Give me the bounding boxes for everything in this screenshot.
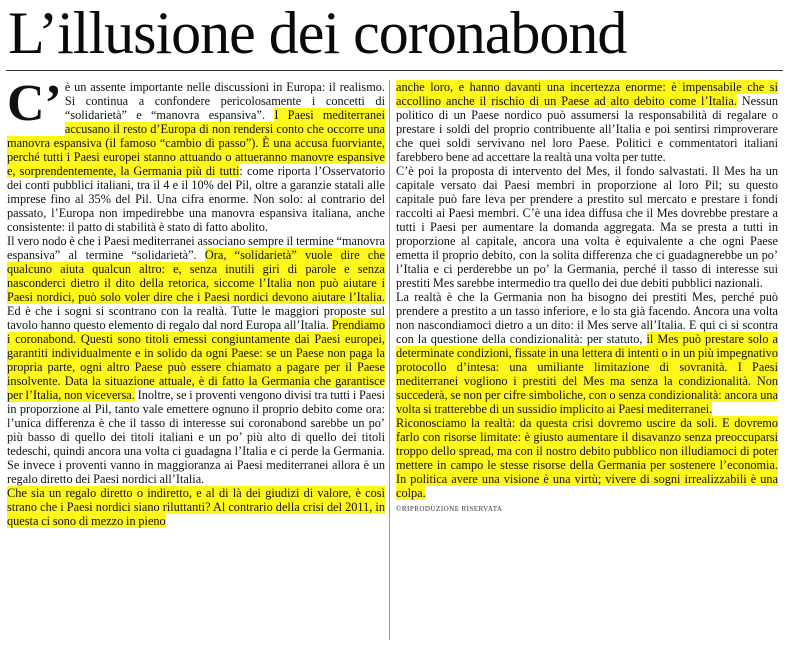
article-column-left <box>7 75 386 528</box>
paragraph <box>396 416 778 500</box>
text-run: è un assente importante nelle discussioni in Europa: il realismo. Si continua a confondere pericolosamente i concetti di “solidarietà” e “manovra espansiva”. <box>64 80 385 122</box>
text-run: C’è poi la proposta di intervento del Mes, il fondo salvastati. Il Mes ha un capitale versato dai Paesi membri in proporzione al loro Pil; su questo capitale può fare leva per prendere a prestito sul mercato e prestare i fondi raccolti ai Paesi membri. C’è una idea diffusa che il Mes dovrebbe prestare a tutti i Paesi per aumentare la domanda aggregata. Ma se presta a tutti in proporzione al capitale, ancora una volta è equivalente a che ogni Paese emetta il proprio debito, con la solita differenza che ci guadagnerebbe un po’ l’Italia e ci perderebbe un po’ la Germania, perché il tasso di interesse sui prestiti Mes sarebbe intermedio tra quello dei due debiti pubblici nazionali. <box>396 164 778 290</box>
text-run: : come riporta l’Osservatorio dei conti pubblici italiani, tra il 4 e il 10% del Pil, oltre a garanzie statali alle imprese fino al 35% del Pil. Una cifra enorme. Non solo: al contrario del passato, l’Europa non impedirebbe una manovra espansiva italiana, anche consistente: il patto di stabilità è stato di fatto abolito. <box>7 164 385 234</box>
paragraph <box>7 75 386 234</box>
paragraph <box>7 234 385 486</box>
copyright-credit: ©RIPRODUZIONE RISERVATA <box>396 505 503 513</box>
column-divider <box>389 80 390 640</box>
highlighted-text: I Paesi mediterranei accusano il resto d’Europa di non rendersi conto che occorre una manovra espansiva (il famoso “cambio di passo”). È una accusa fuorviante, perché tutti i Paesi europei stanno attuando o attueranno manovre espansive e, sorprendentemente, la Germania più di tutti <box>7 108 386 178</box>
highlighted-text: Ora, “solidarietà” vuole dire che qualcuno aiuta qualcun altro: e, senza inutili giri di parole e senza nasconderci dietro il dito della retorica, siccome l’Italia non può aiutare i Paesi nordici, può solo voler dire che i Paesi nordici devono aiutare l’Italia. <box>7 248 385 304</box>
paragraph <box>396 164 778 290</box>
text-run: Inoltre, se i proventi vengono divisi tra tutti i Paesi in proporzione al Pil, tanto vale emettere ognuno il proprio debito come ora: l’unica differenza è che il tasso di interesse sui coronabond sarebbe un po’ più basso di quello dei titoli italiani e un po’ più alto di quello dei titoli tedeschi, quindi ancora una volta ci guadagna l’Italia e ci perde la Germania. Se invece i proventi vanno in maggioranza ai Paesi mediterranei allora è un regalo diretto dei Paesi nordici all’Italia. <box>7 388 386 486</box>
article-title: L’illusione dei coronabond <box>8 0 627 66</box>
text-run: Ed è che i sogni si scontrano con la realtà. Tutte le maggiori proposte sul tavolo hanno questo elemento di regalo dal nord Europa all’Italia. <box>7 304 385 332</box>
highlighted-text: Riconosciamo la realtà: da questa crisi dovremo uscire da soli. E dovremo farlo con risorse limitate: è giusto aumentare il disavanzo senza preoccuparsi troppo dello spread, ma con il nostro debito pubblico non illudiamoci di poter mettere in campo le stesse risorse della Germania per sostenere l’economia. In politica avere una visione è una virtù; vivere di sogni irrealizzabili è una colpa. <box>396 416 778 500</box>
article-column-right <box>396 80 778 516</box>
paragraph <box>396 80 778 164</box>
highlighted-text: il Mes può prestare solo a determinate condizioni, fissate in una lettera di intenti o in un più impegnativo protocollo d’intesa: una umiliante limitazione di sovranità. I Paesi mediterranei vogliono i prestiti del Mes ma senza la condizionalità. Non succederà, se non per cifre simboliche, con o senza condizionalità: ancora una volta si tratterebbe di un sussidio implicito ai Paesi mediterranei. <box>396 332 778 416</box>
text-run: Nessun politico di un Paese nordico può assumersi la responsabilità di regalare o prestare i soldi del proprio contribuente all’Italia e poi sentirsi rimproverare che quei soldi servivano nel loro Paese. Politici e commentatori italiani farebbero bene ad accettare la realtà una volta per tutte. <box>396 94 778 164</box>
drop-cap: C’ <box>7 75 62 132</box>
text-run: Il vero nodo è che i Paesi mediterranei associano sempre il termine “manovra espansiva” al termine “solidarietà”. <box>7 234 385 262</box>
highlighted-text: anche loro, e hanno davanti una incertezza enorme: è impensabile che si accollino anche il rischio di un Paese ad alto debito come l’Italia. <box>396 80 778 108</box>
paragraph <box>7 486 385 528</box>
paragraph <box>396 290 778 416</box>
text-run: La realtà è che la Germania non ha bisogno dei prestiti Mes, perché può prendere a prestito a un tasso inferiore, e lo sta già facendo. Ancora una volta non nascondiamoci dietro a un dito: il Mes serve all’Italia. E qui ci si scontra con la questione della condizionalità: per statuto, <box>396 290 778 346</box>
highlighted-text: Che sia un regalo diretto o indiretto, e al di là dei giudizi di valore, è così strano che i Paesi nordici siano riluttanti? Al contrario della crisi del 2011, in questa ci sono di mezzo in pieno <box>7 486 385 528</box>
title-rule <box>6 70 783 71</box>
highlighted-text: Prendiamo i coronabond. Questi sono titoli emessi congiuntamente dai Paesi europei, garantiti individualmente e in solido da ogni Paese: se un Paese non paga la propria parte, ogni altro Paese può essere chiamato a pagare per il Paese insolvente. Data la situazione attuale, è di fatto la Germania che garantisce per l’Italia, non viceversa. <box>7 318 385 402</box>
